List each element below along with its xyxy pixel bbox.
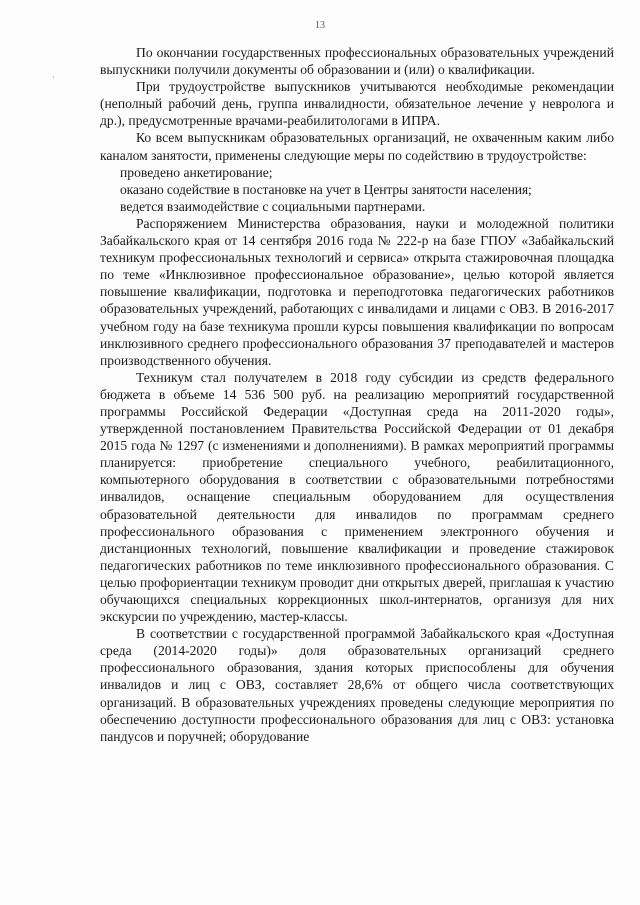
- paragraph-graduates-documents: По окончании государственных профессиональных образовательных учреждений выпускники получили документы об образовании и (или) о квалификации.: [100, 45, 614, 78]
- document-body: [100, 44, 614, 745]
- list-item: оказано содействие в постановке на учет в Центры занятости населения;: [120, 181, 532, 197]
- list-item: ведется взаимодействие с социальными партнерами.: [120, 198, 426, 214]
- list-item: проведено анкетирование;: [120, 164, 273, 180]
- margin-mark: ·: [52, 72, 55, 82]
- paragraph-accessible-environment-program: В соответствии с государственной программой Забайкальского края «Доступная среда (2014-2020 годы)» доля образовательных организаций среднего профессионального образования, здания которых приспособлены для обучения инвалидов и лиц с ОВЗ, составляет 28,6% от общего числа соответствующих организаций. В образовательных учреждениях проведены следующие мероприятия по обеспечению доступности профессионального образования для лиц с ОВЗ: установка пандусов и поручней; оборудование: [100, 626, 614, 744]
- paragraph-technical-school-subsidy: Техникум стал получателем в 2018 году субсидии из средств федерального бюджета в объеме 14 536 500 руб. на реализацию мероприятий государственной программы Российской Федерации «Доступная среда на 2011-2020 годы», утвержденной постановлением Правительства Российской Федерации от 01 декабря 2015 года № 1297 (с изменениями и дополнениями). В рамках мероприятий программы планируется: приобретение специального учебного, реабилитационного, компьютерного оборудования в соответствии с образовательными потребностями инвалидов, оснащение специальным оборудованием для осуществления образовательной деятельности для инвалидов по программам среднего профессионального образования с применением электронного обучения и дистанционных технологий, повышение квалификации и проведение стажировок педагогических работников по теме инклюзивного профессионального образования. С целью профориентации техникум проводит дни открытых дверей, приглашая к участию обучающихся специальных коррекционных школ-интернатов, организуя для них экскурсии по учреждению, мастер-классы.: [100, 369, 614, 625]
- paragraph-internship-site: Распоряжением Министерства образования, науки и молодежной политики Забайкальского края от 14 сентября 2016 года № 222-р на базе ГПОУ «Забайкальский техникум профессиональных технологий и сервиса» открыта стажировочная площадка по теме «Инклюзивное профессиональное образование», целью которой является повышение квалификации, подготовка и переподготовка педагогических работников образовательных учреждений, работающих с инвалидами и лицами с ОВЗ. В 2016-2017 учебном году на базе техникума прошли курсы повышения квалификации по вопросам инклюзивного среднего профессионального образования 37 преподавателей и мастеров производственного обучения.: [100, 215, 614, 368]
- paragraph-employment-recommendations: При трудоустройстве выпускников учитываются необходимые рекомендации (неполный рабочий день, группа инвалидности, обязательное лечение у невролога и др.), предусмотренные врачами-реабилитологами в ИПРА.: [100, 79, 614, 129]
- page-number: 13: [315, 20, 325, 31]
- paragraph-employment-measures: Ко всем выпускникам образовательных организаций, не охваченным каким либо каналом занятости, применены следующие меры по содействию в трудоустройстве:: [100, 130, 614, 163]
